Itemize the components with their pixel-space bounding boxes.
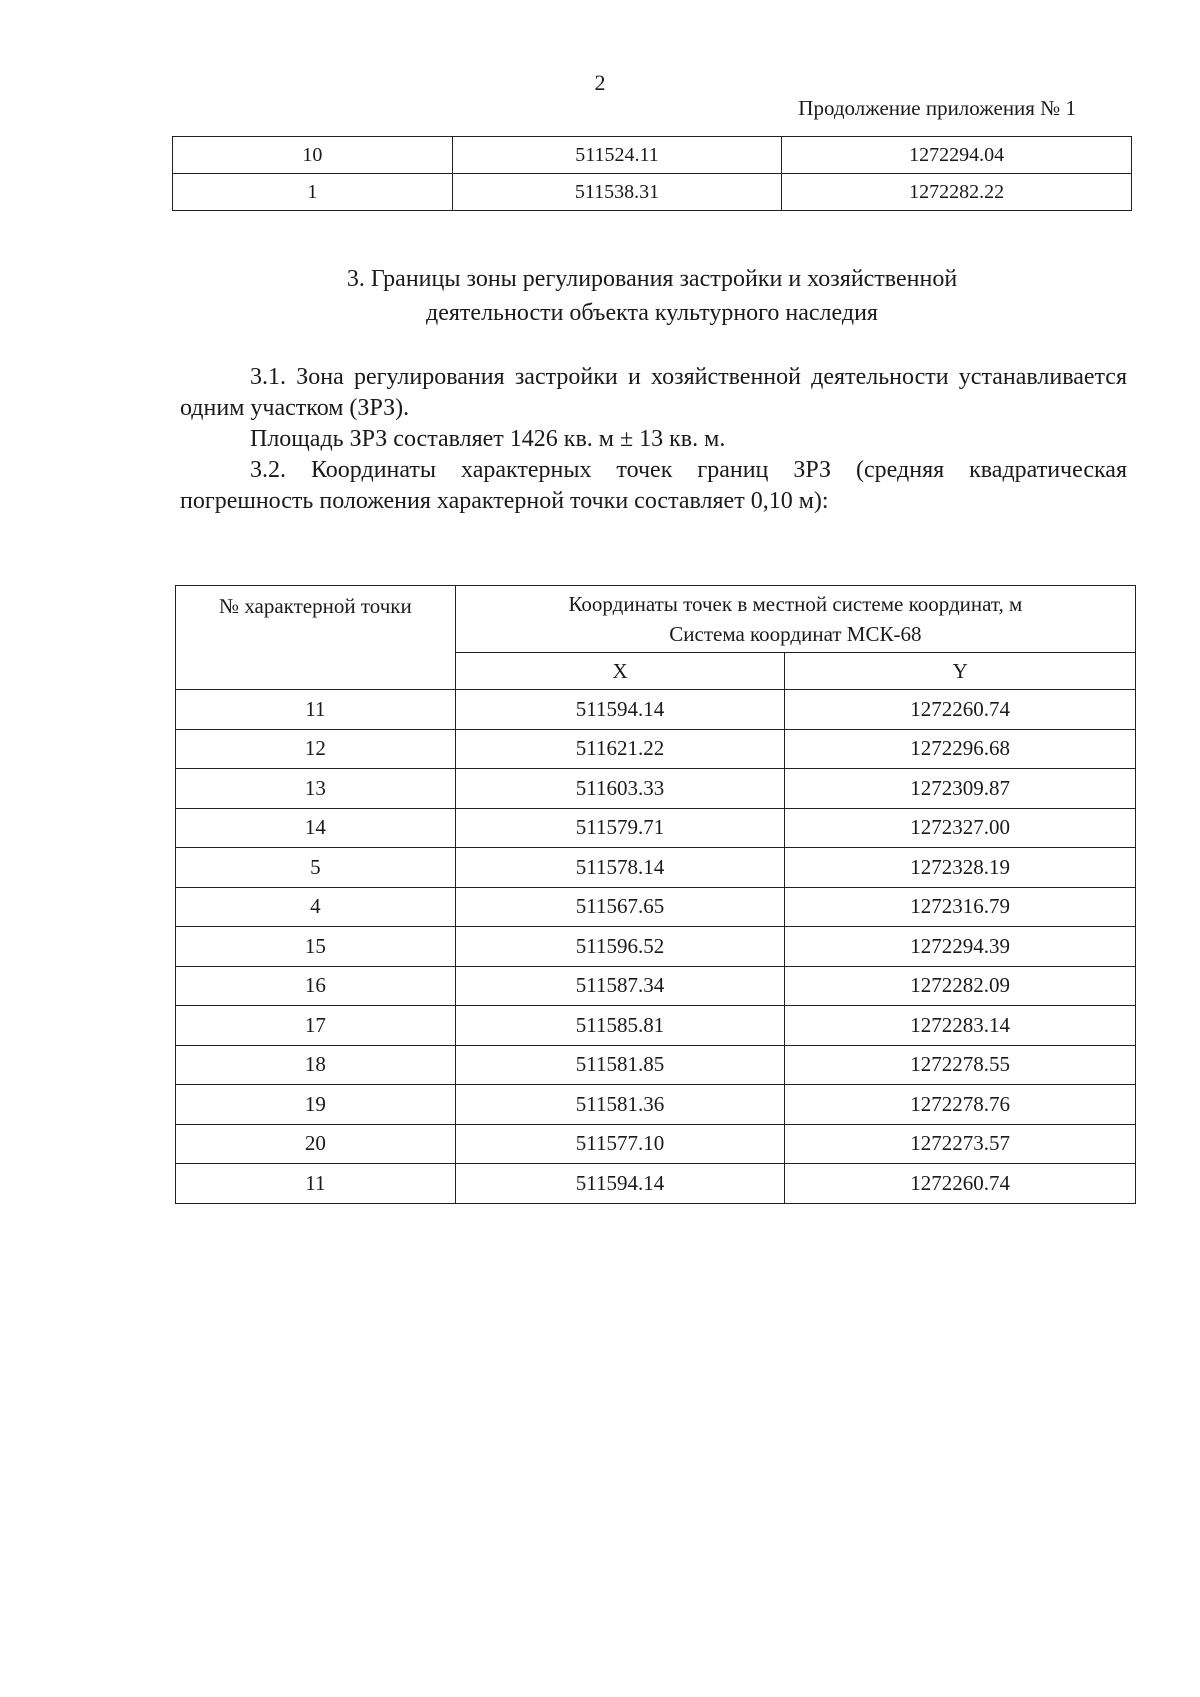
point-number-cell: 11 xyxy=(176,690,456,730)
point-number-cell: 19 xyxy=(176,1085,456,1125)
table-row xyxy=(176,1045,1136,1085)
table-row xyxy=(176,887,1136,927)
x-coordinate-cell: 511581.85 xyxy=(455,1045,785,1085)
y-coordinate-cell: 1272327.00 xyxy=(785,808,1136,848)
section-heading-line-1: 3. Границы зоны регулирования застройки и хозяйственной xyxy=(346,266,958,292)
point-number-cell: 5 xyxy=(176,848,456,888)
point-number-cell: 12 xyxy=(176,729,456,769)
table-row xyxy=(173,137,1132,174)
table-row xyxy=(176,729,1136,769)
appendix-continuation-label: Продолжение приложения № 1 xyxy=(798,96,1076,120)
x-coordinate-cell: 511594.14 xyxy=(455,690,785,730)
y-coordinate-cell: 1272282.22 xyxy=(782,174,1132,211)
point-number-cell: 20 xyxy=(176,1124,456,1164)
section-heading xyxy=(172,262,1132,330)
header-coordinates xyxy=(455,586,1135,653)
x-coordinate-cell: 511567.65 xyxy=(455,887,785,927)
x-coordinate-cell: 511581.36 xyxy=(455,1085,785,1125)
x-coordinate-cell: 511603.33 xyxy=(455,769,785,809)
y-coordinate-cell: 1272273.57 xyxy=(785,1124,1136,1164)
point-number-cell: 17 xyxy=(176,1006,456,1046)
point-number-cell: 4 xyxy=(176,887,456,927)
x-coordinate-cell: 511524.11 xyxy=(452,137,782,174)
x-coordinate-cell: 511594.14 xyxy=(455,1164,785,1204)
x-coordinate-cell: 511579.71 xyxy=(455,808,785,848)
header-coordinates-line-1: Координаты точек в местной системе координат, м xyxy=(568,592,1023,616)
table-row xyxy=(176,1006,1136,1046)
coordinates-table xyxy=(175,585,1136,1204)
point-number-cell: 13 xyxy=(176,769,456,809)
table-row xyxy=(176,1085,1136,1125)
table-row xyxy=(176,966,1136,1006)
x-coordinate-cell: 511621.22 xyxy=(455,729,785,769)
point-number-cell: 11 xyxy=(176,1164,456,1204)
y-coordinate-cell: 1272296.68 xyxy=(785,729,1136,769)
x-coordinate-cell: 511578.14 xyxy=(455,848,785,888)
point-number-cell: 14 xyxy=(176,808,456,848)
page-number: 2 xyxy=(594,70,606,95)
y-coordinate-cell: 1272260.74 xyxy=(785,1164,1136,1204)
y-coordinate-cell: 1272294.39 xyxy=(785,927,1136,967)
y-coordinate-cell: 1272309.87 xyxy=(785,769,1136,809)
x-coordinate-cell: 511538.31 xyxy=(452,174,782,211)
table-row xyxy=(173,174,1132,211)
y-coordinate-cell: 1272283.14 xyxy=(785,1006,1136,1046)
x-coordinate-cell: 511596.52 xyxy=(455,927,785,967)
point-number-cell: 1 xyxy=(173,174,453,211)
y-coordinate-cell: 1272278.76 xyxy=(785,1085,1136,1125)
header-x: X xyxy=(455,653,785,690)
x-coordinate-cell: 511585.81 xyxy=(455,1006,785,1046)
continued-coordinates-table xyxy=(172,136,1132,211)
header-coordinates-line-2: Система координат МСК-68 xyxy=(669,622,922,646)
section-heading-line-2: деятельности объекта культурного наследия xyxy=(426,300,878,326)
point-number-cell: 16 xyxy=(176,966,456,1006)
y-coordinate-cell: 1272328.19 xyxy=(785,848,1136,888)
header-point-number: № характерной точки xyxy=(176,586,456,690)
y-coordinate-cell: 1272294.04 xyxy=(782,137,1132,174)
table-row xyxy=(176,1164,1136,1204)
table-row xyxy=(176,848,1136,888)
table-row xyxy=(176,769,1136,809)
table-row xyxy=(176,808,1136,848)
header-y: Y xyxy=(785,653,1136,690)
y-coordinate-cell: 1272282.09 xyxy=(785,966,1136,1006)
paragraph-3-2: 3.2. Координаты характерных точек границ ЗРЗ (средняя квадратическая погрешность положения характерной точки составляет 0,10 м): xyxy=(180,457,1127,514)
table-row xyxy=(176,927,1136,967)
paragraph-area: Площадь ЗРЗ составляет 1426 кв. м ± 13 кв. м. xyxy=(250,426,726,452)
table-row xyxy=(176,690,1136,730)
point-number-cell: 10 xyxy=(173,137,453,174)
x-coordinate-cell: 511587.34 xyxy=(455,966,785,1006)
paragraph-3-1: 3.1. Зона регулирования застройки и хозяйственной деятельности устанавливается одним участком (ЗРЗ). xyxy=(180,364,1127,421)
point-number-cell: 18 xyxy=(176,1045,456,1085)
table-row xyxy=(176,1124,1136,1164)
y-coordinate-cell: 1272278.55 xyxy=(785,1045,1136,1085)
point-number-cell: 15 xyxy=(176,927,456,967)
y-coordinate-cell: 1272316.79 xyxy=(785,887,1136,927)
x-coordinate-cell: 511577.10 xyxy=(455,1124,785,1164)
y-coordinate-cell: 1272260.74 xyxy=(785,690,1136,730)
